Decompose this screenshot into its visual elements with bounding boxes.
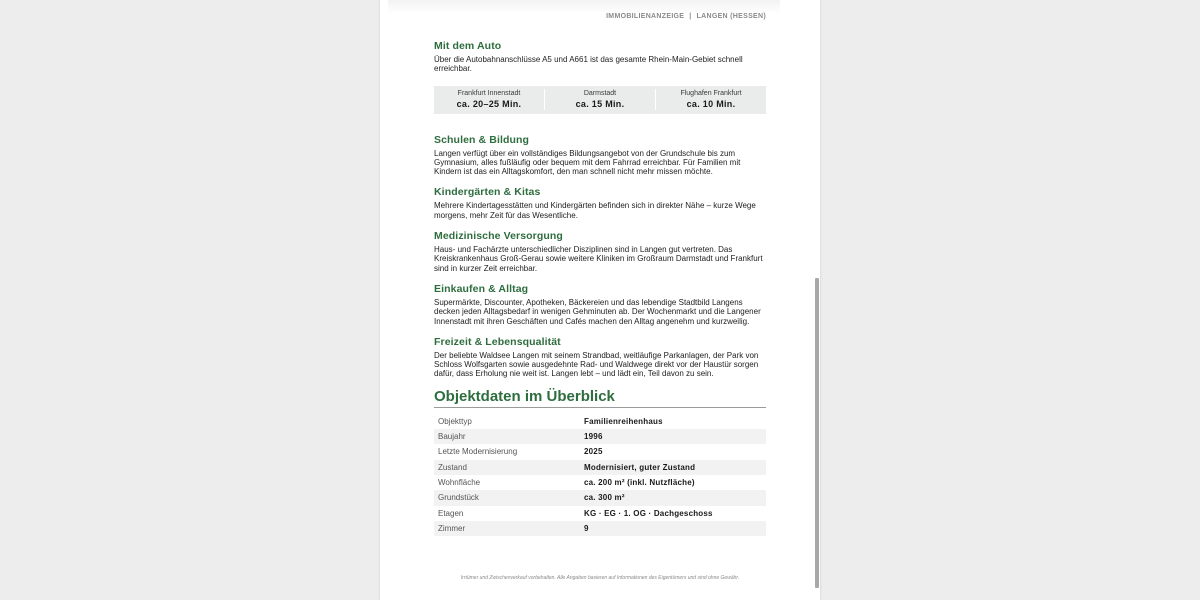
distance-cell	[434, 89, 545, 110]
top-fade	[388, 0, 780, 14]
distance-destination: Flughafen Frankfurt	[680, 90, 742, 98]
table-row	[434, 475, 766, 490]
section-medical	[434, 230, 766, 273]
table-row	[434, 460, 766, 475]
fact-value: ca. 200 m² (inkl. Nutzfläche)	[584, 478, 695, 488]
fact-key: Zustand	[434, 460, 580, 475]
section-text-auto: Über die Autobahnanschlüsse A5 und A661 ist das gesamte Rhein-Main-Gebiet schnell erreichbar.	[434, 55, 743, 74]
fact-value: Modernisiert, guter Zustand	[580, 460, 766, 475]
table-row	[434, 414, 766, 429]
footnote: Irrtümer und Zwischenverkauf vorbehalten. Alle Angaben basieren auf Informationen des Eigentümers und sind ohne Gewähr.	[460, 575, 740, 581]
fact-key: Grundstück	[434, 490, 580, 505]
fact-key: Letzte Modernisierung	[438, 447, 518, 457]
distance-time: ca. 20–25 Min.	[456, 99, 522, 110]
distance-destination: Darmstadt	[583, 90, 617, 98]
fact-value: 2025	[584, 447, 603, 457]
section-shopping	[434, 283, 766, 326]
section-kindergartens	[434, 186, 766, 220]
header-category: IMMOBILIENANZEIGE	[606, 13, 685, 20]
document-page	[380, 0, 820, 600]
section-text: Langen verfügt über ein vollständiges Bildungsangebot von der Grundschule bis zum Gymnasium, alles fußläufig oder bequem mit dem Fahrrad erreichbar. Für Familien mit Kindern ist das ein Alltagskomfort, den man schnell nicht mehr missen möchte.	[434, 148, 741, 177]
fact-key: Zimmer	[434, 521, 580, 536]
table-row	[434, 444, 766, 459]
section-text: Der beliebte Waldsee Langen mit seinem Strandbad, weitläufige Parkanlagen, der Park von Schloss Wolfsgarten sowie ausgedehnte Rad- und Waldwege direkt vor der Haustür sorgen dafür, dass Erholung nie weit ist. Langen lebt – und lädt ein, Teil davon zu sein.	[434, 350, 759, 379]
section-text: Haus- und Fachärzte unterschiedlicher Disziplinen sind in Langen gut vertreten. Das Kreiskrankenhaus Groß-Gerau sowie weitere Kliniken im Großraum Darmstadt und Frankfurt sind in kurzer Zeit erreichbar.	[434, 245, 763, 273]
fact-key: Baujahr	[434, 429, 580, 444]
section-title: Kindergärten & Kitas	[434, 186, 541, 199]
distance-time: ca. 10 Min.	[686, 99, 736, 110]
section-title: Schulen & Bildung	[434, 133, 530, 146]
fact-key: Etagen	[438, 508, 464, 518]
facts-table	[434, 414, 766, 536]
content	[434, 40, 766, 536]
section-text: Mehrere Kindertagesstätten und Kindergärten befinden sich in direkter Nähe – kurze Wege morgens, mehr Zeit für das Wesentliche.	[434, 201, 756, 220]
table-row	[434, 490, 766, 505]
fact-value: 9	[580, 521, 766, 536]
section-text: Supermärkte, Discounter, Apotheken, Bäckereien und das lebendige Stadtbild Langens decken jeden Alltagsbedarf in wenigen Gehminuten ab. Der Wochenmarkt und die Langener Innenstadt mit ihren Geschäften und Cafés machen den Alltag angenehm und kurzweilig.	[434, 297, 761, 326]
fact-key: Objekttyp	[438, 416, 472, 426]
distance-cell	[545, 89, 656, 110]
distance-table	[434, 86, 766, 114]
section-title: Medizinische Versorgung	[434, 230, 563, 243]
distance-destination: Frankfurt Innenstadt	[457, 90, 521, 98]
distance-time: ca. 15 Min.	[575, 99, 625, 110]
table-row	[434, 506, 766, 521]
fact-value: Familienreihenhaus	[584, 416, 663, 426]
facts-title: Objektdaten im Überblick	[434, 388, 766, 408]
section-title: Einkaufen & Alltag	[434, 282, 529, 295]
fact-value: 1996	[580, 429, 766, 444]
table-row	[434, 521, 766, 536]
section-title: Freizeit & Lebensqualität	[434, 335, 561, 348]
table-row	[434, 429, 766, 444]
section-schools	[434, 134, 766, 177]
scrollbar-thumb[interactable]	[815, 278, 819, 588]
header-location: LANGEN (HESSEN)	[696, 13, 766, 20]
fact-value: ca. 300 m²	[580, 490, 766, 505]
fact-key: Wohnfläche	[438, 478, 481, 488]
distance-cell	[656, 89, 766, 110]
section-leisure	[434, 336, 766, 379]
header-separator: |	[689, 13, 692, 20]
page-header	[606, 13, 766, 20]
section-title-auto: Mit dem Auto	[434, 40, 502, 52]
fact-value: KG · EG · 1. OG · Dachgeschoss	[584, 508, 713, 518]
